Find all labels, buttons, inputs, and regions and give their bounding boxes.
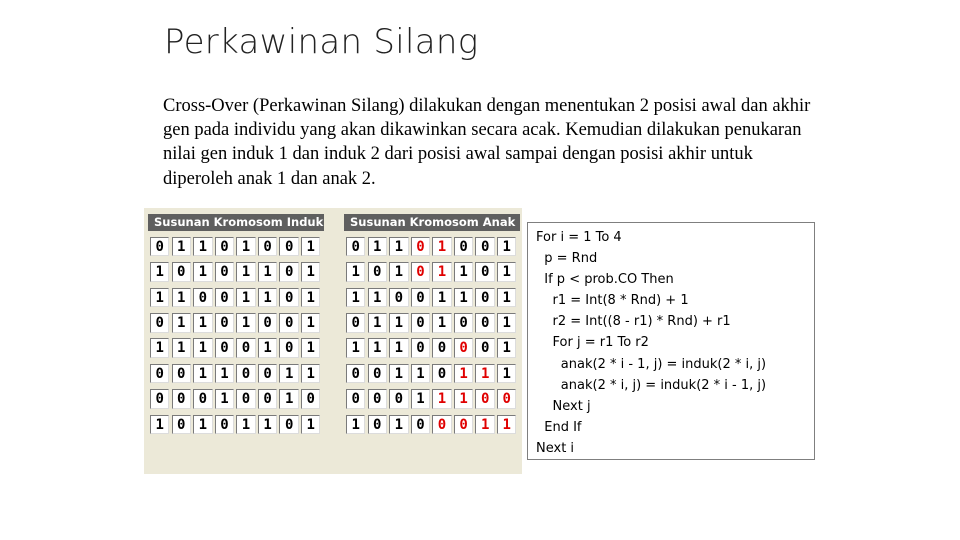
- child-gene-cell: 0: [475, 338, 494, 358]
- parent-row: [148, 262, 324, 282]
- child-gene-cell: 0: [454, 313, 473, 333]
- child-gene-cell: 0: [368, 389, 387, 409]
- child-gene-cell: 0: [454, 237, 473, 257]
- parent-gene-cell: 1: [279, 389, 298, 409]
- child-gene-cell: 1: [432, 288, 451, 308]
- child-gene-cell: 0: [346, 313, 365, 333]
- parent-gene-cell: 0: [172, 389, 191, 409]
- parent-row: [148, 364, 324, 384]
- parent-gene-cell: 0: [172, 262, 191, 282]
- parent-gene-cell: 0: [258, 389, 277, 409]
- parent-gene-cell: 1: [301, 364, 320, 384]
- parent-gene-cell: 0: [193, 288, 212, 308]
- child-gene-cell: 1: [454, 262, 473, 282]
- child-gene-cell: 1: [497, 415, 516, 435]
- child-gene-cell: 1: [346, 262, 365, 282]
- child-row: [344, 415, 520, 435]
- parent-gene-cell: 0: [193, 389, 212, 409]
- child-chromosome-group: [344, 214, 520, 434]
- parent-gene-cell: 1: [236, 288, 255, 308]
- code-line: anak(2 * i - 1, j) = induk(2 * i, j): [536, 356, 767, 372]
- parent-row: [148, 415, 324, 435]
- parent-gene-cell: 0: [215, 262, 234, 282]
- parent-gene-cell: 1: [193, 262, 212, 282]
- code-line: If p < prob.CO Then: [536, 272, 674, 288]
- parent-gene-cell: 0: [172, 364, 191, 384]
- parent-gene-cell: 1: [301, 288, 320, 308]
- child-gene-cell: 1: [389, 262, 408, 282]
- parent-gene-cell: 1: [301, 338, 320, 358]
- child-gene-cell: 1: [411, 364, 430, 384]
- child-gene-cell: 0: [368, 262, 387, 282]
- child-gene-cell: 0: [368, 415, 387, 435]
- parent-gene-cell: 1: [301, 313, 320, 333]
- child-gene-cell: 1: [432, 313, 451, 333]
- child-gene-cell: 1: [346, 288, 365, 308]
- child-gene-cell: 1: [497, 364, 516, 384]
- parent-gene-cell: 1: [301, 262, 320, 282]
- parent-gene-cell: 1: [150, 262, 169, 282]
- parent-gene-cell: 0: [236, 338, 255, 358]
- child-gene-cell: 1: [346, 415, 365, 435]
- child-gene-cell: 1: [432, 389, 451, 409]
- code-line: r2 = Int((8 - r1) * Rnd) + r1: [536, 314, 731, 330]
- child-gene-cell: 1: [389, 364, 408, 384]
- child-gene-cell: 0: [454, 415, 473, 435]
- child-gene-cell: 1: [497, 338, 516, 358]
- parent-gene-cell: 0: [236, 364, 255, 384]
- code-line: End If: [536, 419, 582, 435]
- code-line: p = Rnd: [536, 251, 598, 267]
- code-line: Next j: [536, 398, 591, 414]
- code-line: anak(2 * i, j) = induk(2 * i - 1, j): [536, 377, 767, 393]
- child-gene-cell: 0: [389, 288, 408, 308]
- child-gene-cell: 0: [346, 237, 365, 257]
- parent-gene-cell: 1: [172, 237, 191, 257]
- parent-chromosome-header: Susunan Kromosom Induk: [148, 214, 324, 231]
- child-gene-cell: 0: [389, 389, 408, 409]
- parent-gene-cell: 1: [150, 415, 169, 435]
- child-gene-cell: 0: [346, 364, 365, 384]
- parent-row: [148, 338, 324, 358]
- child-chromosome-header: Susunan Kromosom Anak: [344, 214, 520, 231]
- parent-gene-cell: 1: [236, 415, 255, 435]
- slide-title: Perkawinan Silang: [164, 22, 479, 62]
- parent-gene-cell: 0: [215, 313, 234, 333]
- parent-gene-cell: 0: [150, 389, 169, 409]
- child-gene-cell: 1: [432, 237, 451, 257]
- child-gene-cell: 1: [346, 338, 365, 358]
- code-line: For j = r1 To r2: [536, 335, 649, 351]
- parent-gene-cell: 0: [215, 338, 234, 358]
- parent-gene-cell: 0: [150, 364, 169, 384]
- child-gene-cell: 0: [475, 262, 494, 282]
- parent-gene-cell: 0: [258, 364, 277, 384]
- parent-gene-cell: 1: [193, 364, 212, 384]
- child-row: [344, 364, 520, 384]
- child-gene-cell: 0: [475, 389, 494, 409]
- parent-gene-cell: 1: [258, 415, 277, 435]
- child-gene-cell: 1: [368, 313, 387, 333]
- code-line: r1 = Int(8 * Rnd) + 1: [536, 293, 689, 309]
- child-gene-cell: 0: [475, 313, 494, 333]
- parent-gene-cell: 1: [193, 237, 212, 257]
- parent-gene-cell: 1: [172, 288, 191, 308]
- child-gene-cell: 0: [432, 415, 451, 435]
- parent-row: [148, 389, 324, 409]
- code-line: For i = 1 To 4: [536, 230, 622, 245]
- child-gene-cell: 1: [411, 389, 430, 409]
- child-gene-cell: 0: [454, 338, 473, 358]
- child-gene-cell: 0: [432, 338, 451, 358]
- child-row: [344, 338, 520, 358]
- parent-gene-cell: 1: [215, 364, 234, 384]
- parent-gene-cell: 1: [301, 415, 320, 435]
- child-gene-cell: 0: [368, 364, 387, 384]
- child-row: [344, 262, 520, 282]
- parent-gene-cell: 1: [150, 288, 169, 308]
- pseudocode-box: [527, 222, 815, 460]
- parent-gene-cell: 1: [258, 288, 277, 308]
- parent-gene-cell: 0: [279, 237, 298, 257]
- child-gene-cell: 1: [497, 237, 516, 257]
- child-gene-cell: 1: [368, 288, 387, 308]
- parent-gene-cell: 0: [258, 237, 277, 257]
- child-gene-cell: 1: [389, 338, 408, 358]
- child-row: [344, 389, 520, 409]
- child-row: [344, 288, 520, 308]
- parent-gene-cell: 0: [150, 313, 169, 333]
- child-chromosome-grid: [344, 237, 520, 434]
- parent-gene-cell: 1: [193, 338, 212, 358]
- child-gene-cell: 1: [497, 262, 516, 282]
- child-row: [344, 237, 520, 257]
- parent-gene-cell: 1: [258, 262, 277, 282]
- parent-gene-cell: 1: [215, 389, 234, 409]
- child-gene-cell: 1: [475, 415, 494, 435]
- parent-gene-cell: 0: [301, 389, 320, 409]
- parent-row: [148, 237, 324, 257]
- parent-gene-cell: 0: [150, 237, 169, 257]
- child-gene-cell: 1: [454, 389, 473, 409]
- parent-gene-cell: 1: [236, 313, 255, 333]
- parent-gene-cell: 1: [279, 364, 298, 384]
- code-line: Next i: [536, 440, 575, 456]
- parent-gene-cell: 0: [279, 262, 298, 282]
- parent-gene-cell: 0: [172, 415, 191, 435]
- child-gene-cell: 1: [475, 364, 494, 384]
- child-gene-cell: 1: [389, 415, 408, 435]
- child-gene-cell: 1: [368, 237, 387, 257]
- parent-row: [148, 288, 324, 308]
- parent-gene-cell: 0: [215, 237, 234, 257]
- parent-gene-cell: 0: [279, 288, 298, 308]
- parent-gene-cell: 1: [301, 237, 320, 257]
- child-gene-cell: 0: [411, 338, 430, 358]
- child-gene-cell: 1: [389, 313, 408, 333]
- parent-gene-cell: 1: [172, 313, 191, 333]
- child-gene-cell: 1: [368, 338, 387, 358]
- child-gene-cell: 0: [411, 237, 430, 257]
- child-gene-cell: 0: [411, 313, 430, 333]
- parent-gene-cell: 1: [150, 338, 169, 358]
- child-gene-cell: 1: [389, 237, 408, 257]
- parent-gene-cell: 0: [215, 288, 234, 308]
- child-gene-cell: 1: [432, 262, 451, 282]
- child-row: [344, 313, 520, 333]
- child-gene-cell: 0: [411, 288, 430, 308]
- parent-gene-cell: 0: [279, 313, 298, 333]
- child-gene-cell: 0: [411, 262, 430, 282]
- parent-gene-cell: 0: [279, 338, 298, 358]
- parent-gene-cell: 1: [236, 237, 255, 257]
- parent-gene-cell: 0: [279, 415, 298, 435]
- parent-row: [148, 313, 324, 333]
- parent-gene-cell: 1: [236, 262, 255, 282]
- parent-gene-cell: 1: [193, 313, 212, 333]
- child-gene-cell: 1: [454, 288, 473, 308]
- parent-gene-cell: 1: [193, 415, 212, 435]
- child-gene-cell: 0: [475, 288, 494, 308]
- child-gene-cell: 0: [475, 237, 494, 257]
- parent-gene-cell: 0: [258, 313, 277, 333]
- child-gene-cell: 0: [497, 389, 516, 409]
- child-gene-cell: 1: [497, 313, 516, 333]
- parent-chromosome-group: [148, 214, 324, 434]
- child-gene-cell: 1: [454, 364, 473, 384]
- child-gene-cell: 0: [432, 364, 451, 384]
- parent-gene-cell: 0: [215, 415, 234, 435]
- parent-gene-cell: 0: [236, 389, 255, 409]
- chromosome-panel: [144, 208, 522, 474]
- parent-chromosome-grid: [148, 237, 324, 434]
- child-gene-cell: 1: [497, 288, 516, 308]
- parent-gene-cell: 1: [172, 338, 191, 358]
- description-paragraph: Cross-Over (Perkawinan Silang) dilakukan dengan menentukan 2 posisi awal dan akhir gen pada individu yang akan dikawinkan secara acak. Kemudian dilakukan penukaran nilai gen induk 1 dan induk 2 dari posisi awal sampai dengan posisi akhir untuk diperoleh anak 1 dan anak 2.: [163, 96, 811, 189]
- child-gene-cell: 0: [411, 415, 430, 435]
- parent-gene-cell: 1: [258, 338, 277, 358]
- child-gene-cell: 0: [346, 389, 365, 409]
